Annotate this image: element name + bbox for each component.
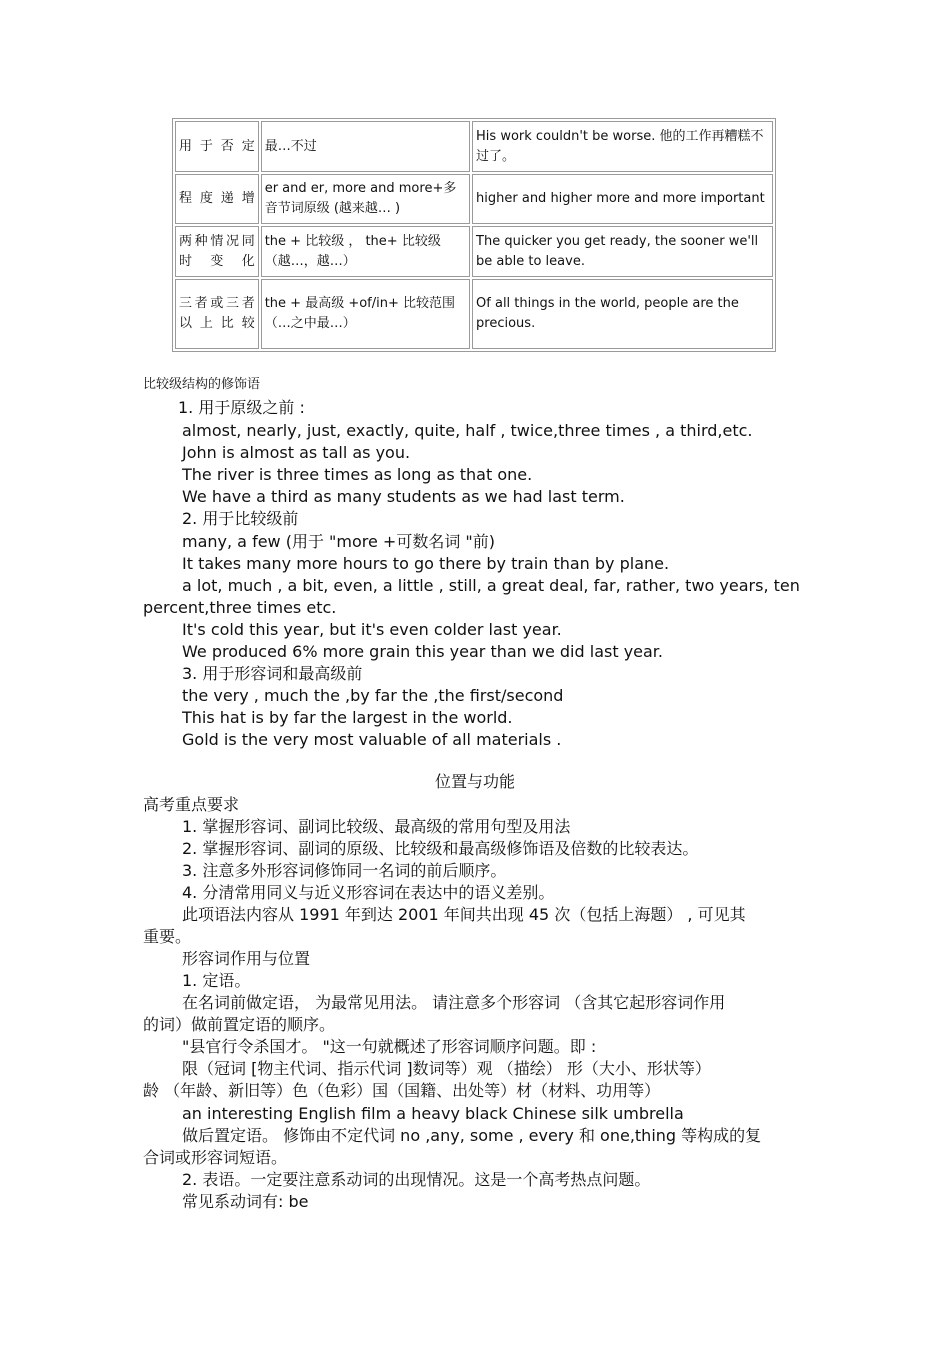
- table-cell-example: Of all things in the world, people are the precious.: [472, 279, 773, 349]
- section-title: 位置与功能: [434, 772, 515, 791]
- text-line: almost, nearly, just, exactly, quite, half , twice,three times , a third,etc.: [182, 421, 753, 440]
- table-cell-example: The quicker you get ready, the sooner we'll be able to leave.: [472, 226, 773, 277]
- list-heading: 2. 表语。一定要注意系动词的出现情况。这是一个高考热点问题。: [182, 1170, 651, 1189]
- text-line: Gold is the very most valuable of all materials .: [182, 730, 562, 749]
- text-line: a lot, much , a bit, even, a little , still, a great deal, far, rather, two years, ten: [182, 576, 800, 595]
- table-cell-example: His work couldn't be worse. 他的工作再糟糕不过了。: [472, 121, 773, 172]
- text-line: many, a few (用于 "more +可数名词 "前): [182, 532, 496, 551]
- subsection-title: 高考重点要求: [143, 795, 240, 814]
- list-heading: 1. 用于原级之前 :: [178, 398, 305, 417]
- text-line: We have a third as many students as we had last term.: [182, 487, 625, 506]
- list-heading: 1. 定语。: [182, 971, 251, 990]
- text-line: 在名词前做定语， 为最常见用法。 请注意多个形容词 （含其它起形容词作用: [182, 993, 726, 1012]
- table-row: [175, 174, 773, 224]
- list-item: 4. 分清常用同义与近义形容词在表达中的语义差别。: [182, 883, 555, 902]
- text-line: 限（冠词 [物主代词、指示代词 ]数词等）观 （描绘） 形（大小、形状等）: [182, 1059, 711, 1078]
- table-cell-structure: 最…不过: [261, 121, 470, 172]
- text-line: The river is three times as long as that one.: [182, 465, 533, 484]
- text-line: 此项语法内容从 1991 年到达 2001 年间共出现 45 次（包括上海题） , 可见其: [182, 905, 746, 924]
- text-line: It's cold this year, but it's even colder last year.: [182, 620, 562, 639]
- text-line: "县官行令杀国才。 "这一句就概述了形容词顺序问题。即 :: [182, 1037, 597, 1056]
- table-cell-usage: 用于否定: [175, 121, 259, 172]
- text-line: 龄 （年龄、新旧等）色（色彩）国（国籍、出处等）材（材料、功用等）: [143, 1081, 661, 1100]
- list-heading: 2. 用于比较级前: [182, 509, 299, 528]
- text-line: 的词）做前置定语的顺序。: [143, 1015, 336, 1034]
- text-line: John is almost as tall as you.: [182, 443, 411, 462]
- section-caption: 比较级结构的修饰语: [143, 377, 261, 392]
- table-row: [175, 226, 773, 277]
- text-line: We produced 6% more grain this year than we did last year.: [182, 642, 663, 661]
- table-cell-structure: the + 比较级 ， the+ 比较级（越…，越…）: [261, 226, 470, 277]
- text-line: 常见系动词有: be: [182, 1192, 309, 1211]
- text-line: an interesting English film a heavy black Chinese silk umbrella: [182, 1104, 684, 1123]
- table-cell-usage: 程度递增: [175, 174, 259, 224]
- table-cell-usage: 三者或三者以上比较: [175, 279, 259, 349]
- table-row: [175, 279, 773, 349]
- table-row: [175, 121, 773, 172]
- list-item: 2. 掌握形容词、副词的原级、比较级和最高级修饰语及倍数的比较表达。: [182, 839, 699, 858]
- text-line: It takes many more hours to go there by train than by plane.: [182, 554, 670, 573]
- list-heading: 3. 用于形容词和最高级前: [182, 664, 363, 683]
- list-item: 3. 注意多外形容词修饰同一名词的前后顺序。: [182, 861, 507, 880]
- table-cell-usage: 两种情况同时变化: [175, 226, 259, 277]
- text-line: 合词或形容词短语。: [143, 1148, 288, 1167]
- table-cell-structure: er and er, more and more+多音节词原级 (越来越… ): [261, 174, 470, 224]
- text-line: percent,three times etc.: [143, 598, 337, 617]
- comparison-table: [172, 118, 776, 352]
- text-line: This hat is by far the largest in the world.: [182, 708, 513, 727]
- text-line: 重要。: [143, 927, 192, 946]
- text-line: the very , much the ,by far the ,the first/second: [182, 686, 564, 705]
- text-line: 做后置定语。 修饰由不定代词 no ,any, some , every 和 one,thing 等构成的复: [182, 1126, 762, 1145]
- subsection-title: 形容词作用与位置: [182, 949, 311, 968]
- table-cell-structure: the + 最高级 +of/in+ 比较范围（…之中最…）: [261, 279, 470, 349]
- table-cell-example: higher and higher more and more important: [472, 174, 773, 224]
- list-item: 1. 掌握形容词、副词比较级、最高级的常用句型及用法: [182, 817, 571, 836]
